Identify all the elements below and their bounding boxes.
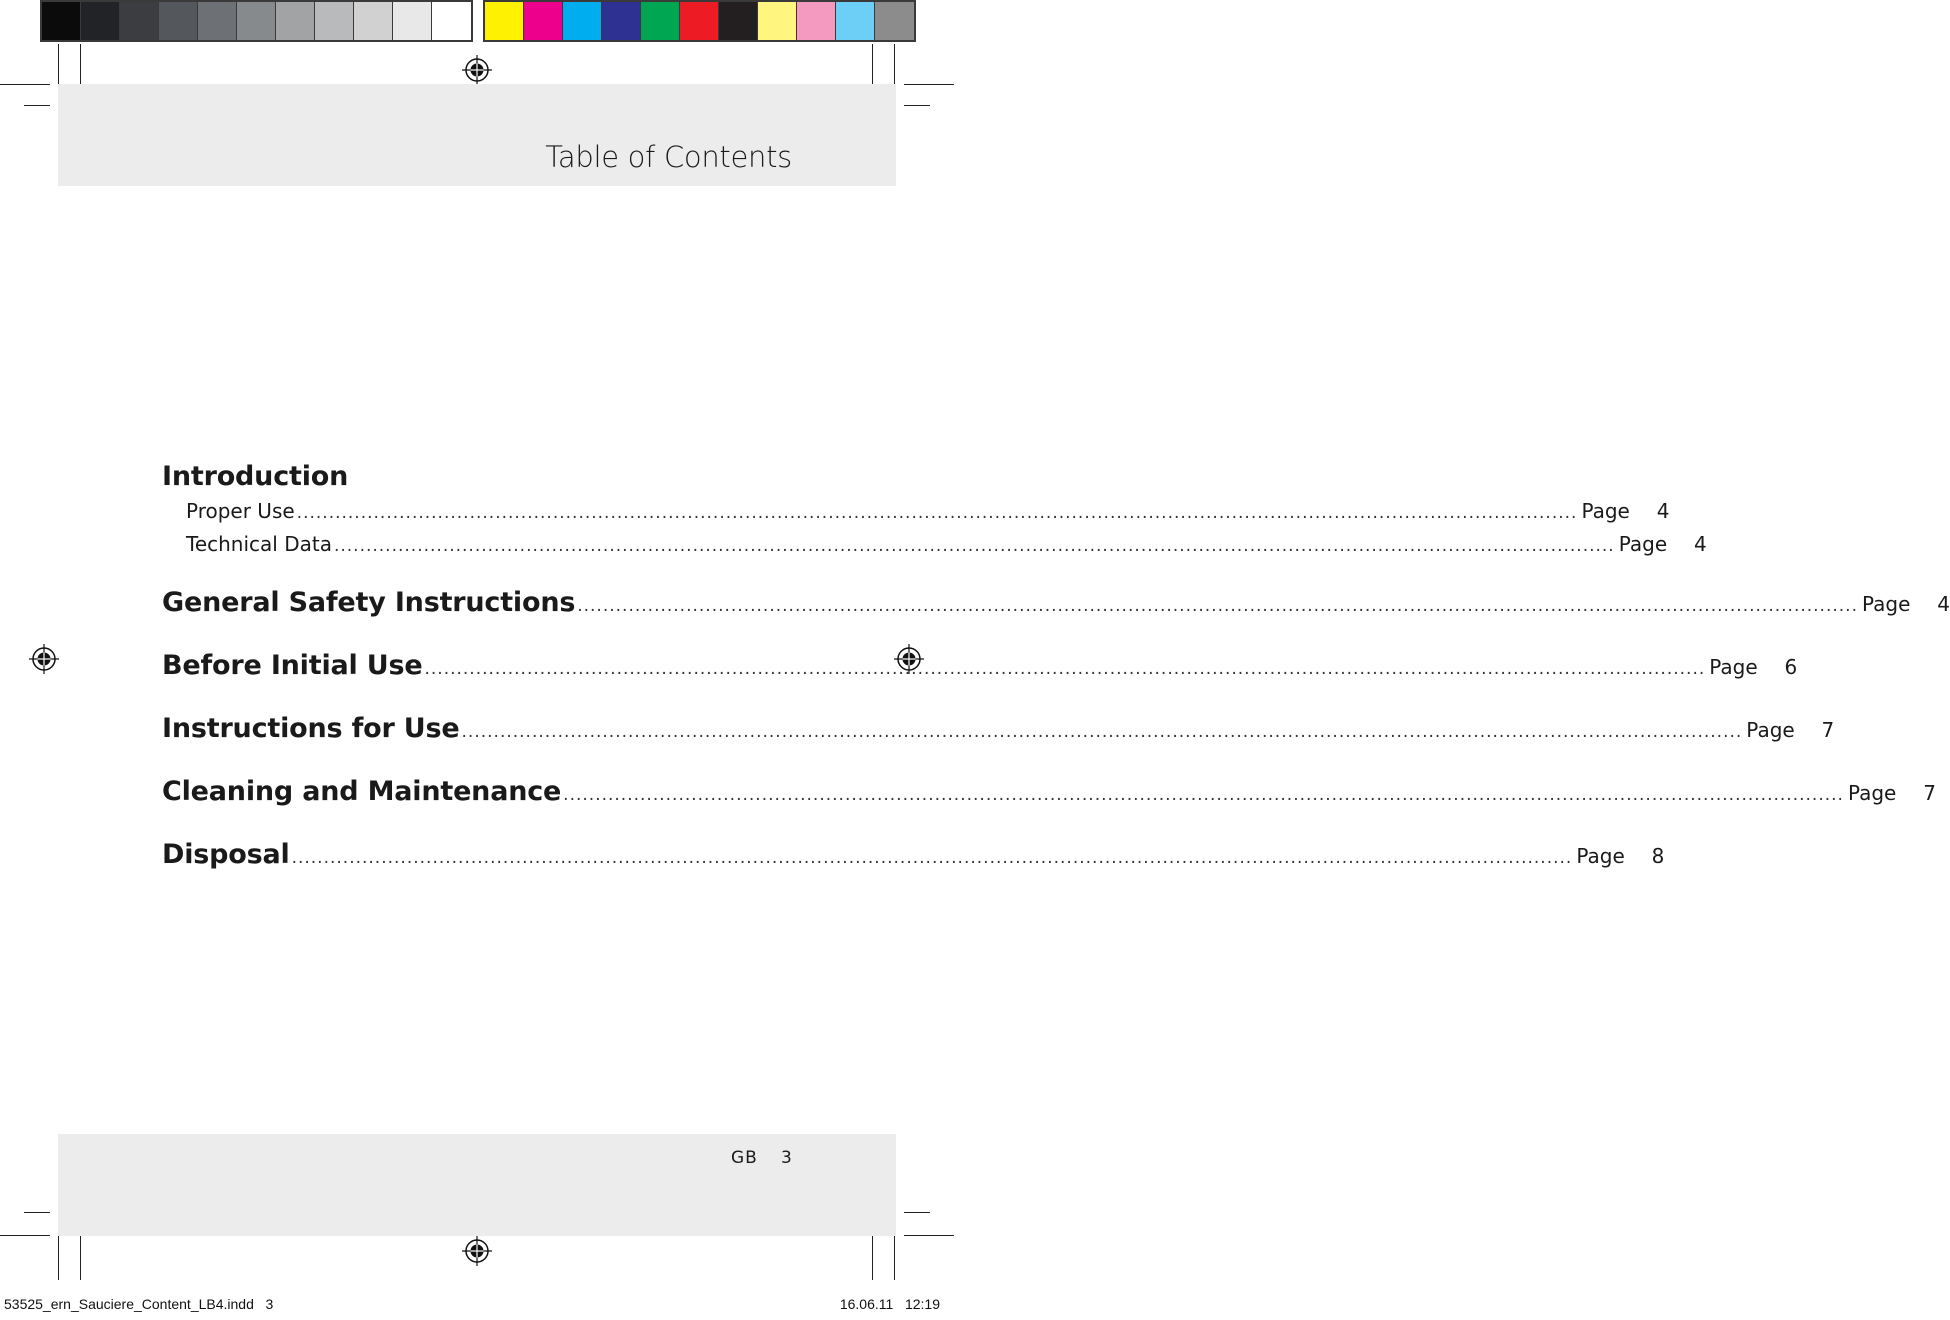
leader-dots: ........................................................................................................................................................................................................ [577, 596, 1858, 616]
toc-section-label: Before Initial Use [162, 650, 423, 681]
page-number: 4 [1937, 592, 1950, 616]
toc-section-introduction: Introduction [162, 461, 349, 492]
leader-dots: ........................................................................................................................................................................................................ [424, 659, 1706, 679]
color-swatch [42, 2, 81, 40]
color-swatch [315, 2, 354, 40]
page-title: Table of Contents [545, 140, 792, 174]
toc-item-technical-data[interactable] [162, 529, 1707, 562]
footer-band [58, 1134, 896, 1236]
leader-dots: ........................................................................................................................................................................................................ [563, 785, 1844, 805]
toc-item-label: Proper Use [186, 499, 295, 523]
color-swatch [602, 2, 641, 40]
crop-mark [58, 1230, 59, 1280]
leader-dots: ........................................................................................................................................................................................................ [291, 848, 1573, 868]
color-swatch [758, 2, 797, 40]
page-word: Page [1576, 844, 1625, 868]
slug-filename: 53525_ern_Sauciere_Content_LB4.indd 3 [4, 1296, 274, 1312]
toc-section-label: Disposal [162, 839, 290, 870]
grayscale-color-bar [40, 0, 473, 42]
crop-mark [24, 1212, 50, 1213]
footer-page-number: 3 [781, 1148, 792, 1168]
toc-section-cleaning[interactable] [162, 773, 1936, 814]
color-swatch [641, 2, 680, 40]
color-swatch [81, 2, 120, 40]
toc-section-instructions-for-use[interactable] [162, 710, 1835, 751]
leader-dots: ........................................................................................................................................................................................................ [296, 503, 1578, 523]
color-swatch [354, 2, 393, 40]
toc-section-disposal[interactable] [162, 836, 1665, 877]
language-code: GB [731, 1148, 758, 1168]
page-number: 7 [1923, 781, 1936, 805]
color-swatch [237, 2, 276, 40]
color-swatch [524, 2, 563, 40]
page-word: Page [1746, 718, 1795, 742]
leader-dots: ........................................................................................................................................................................................................ [333, 536, 1615, 556]
page-word: Page [1581, 499, 1630, 523]
process-color-bar [483, 0, 916, 42]
toc-section-label: Cleaning and Maintenance [162, 776, 562, 807]
table-of-contents [162, 458, 1950, 877]
crop-mark [80, 1230, 81, 1280]
page-word: Page [1861, 592, 1911, 616]
color-swatch [393, 2, 432, 40]
color-swatch [875, 2, 914, 40]
registration-mark-icon [29, 644, 59, 674]
page-number: 7 [1821, 718, 1835, 742]
color-swatch [159, 2, 198, 40]
crop-mark [904, 1235, 954, 1236]
page-number: 6 [1784, 655, 1798, 679]
color-swatch [563, 2, 602, 40]
page-number: 4 [1693, 532, 1707, 556]
color-swatch [276, 2, 315, 40]
crop-mark [24, 105, 50, 106]
color-swatch [680, 2, 719, 40]
leader-dots: ........................................................................................................................................................................................................ [461, 722, 1743, 742]
page-word: Page [1847, 781, 1897, 805]
page-number: 8 [1651, 844, 1665, 868]
toc-item-proper-use[interactable] [162, 496, 1670, 529]
toc-item-label: Technical Data [186, 532, 332, 556]
page-number: 4 [1656, 499, 1670, 523]
registration-mark-icon [462, 55, 492, 85]
crop-mark [904, 84, 954, 85]
crop-mark [0, 84, 50, 85]
color-swatch [836, 2, 875, 40]
registration-mark-icon [462, 1236, 492, 1266]
color-swatch [198, 2, 237, 40]
page-word: Page [1709, 655, 1758, 679]
toc-section-label: General Safety Instructions [162, 587, 576, 618]
color-swatch [120, 2, 159, 40]
crop-mark [904, 1212, 930, 1213]
page-word: Page [1618, 532, 1668, 556]
toc-section-label: Instructions for Use [162, 713, 460, 744]
color-swatch [485, 2, 524, 40]
slug-datetime: 16.06.11 12:19 [839, 1296, 940, 1312]
toc-section-before-initial-use[interactable] [162, 647, 1798, 688]
crop-mark [872, 1230, 873, 1280]
toc-section-general-safety[interactable] [162, 584, 1950, 625]
crop-mark [894, 1230, 895, 1280]
color-swatch [719, 2, 758, 40]
color-swatch [797, 2, 836, 40]
color-swatch [432, 2, 471, 40]
crop-mark [0, 1235, 50, 1236]
crop-mark [904, 105, 930, 106]
